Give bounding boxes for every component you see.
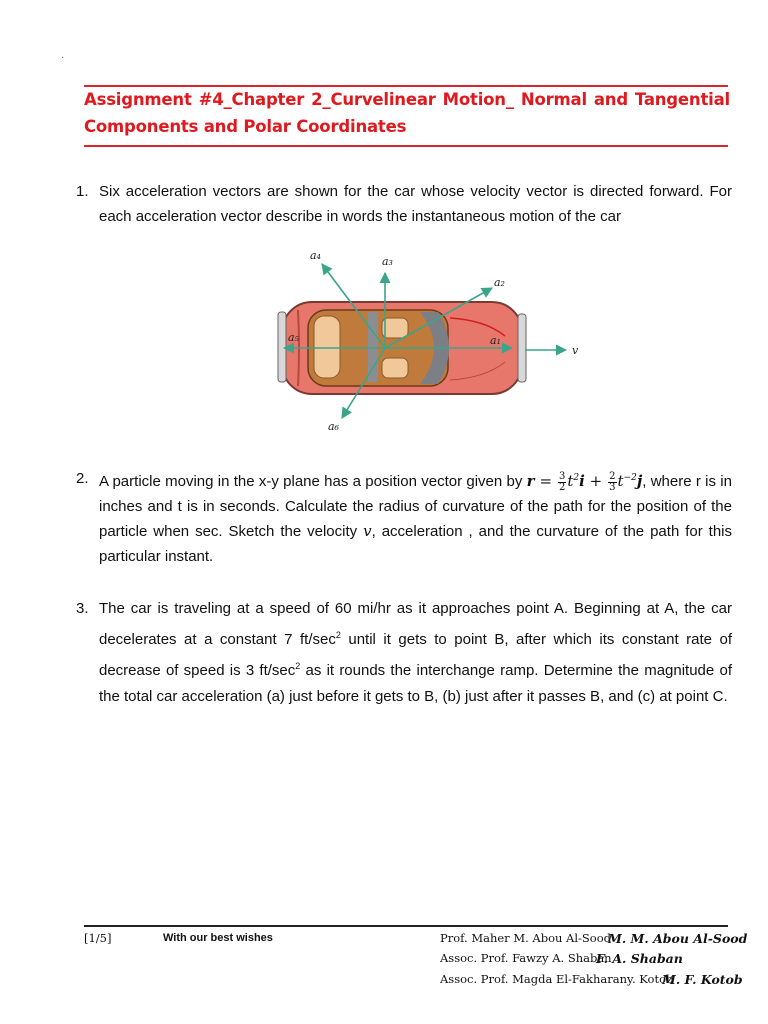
question-text-part: as it rounds the interchange ramp. Determine the magnitude of the total car acceleration (a) just before it gets to B, (b) just after it passes B, and (c) at point C. [99,662,732,705]
car-acceleration-figure [270,240,600,440]
author-name: Assoc. Prof. Fawzy A. Shaban [440,951,612,965]
fraction-denominator: 2 [558,481,566,493]
question-1 [76,179,732,229]
author-signature: M. F. Kotob [662,972,743,987]
fraction-numerator: 2 [609,470,616,482]
label-a2: a₂ [494,276,505,289]
question-text [99,596,732,710]
assignment-title: Assignment #4_Chapter 2_Curvelinear Motion_ Normal and Tangential Components and Polar Coordinates [84,90,730,136]
author-signature: F. A. Shaban [596,951,683,966]
label-v: v [572,344,579,357]
footer-rule [84,925,728,927]
question-2 [76,466,732,569]
math-symbol: = [539,472,553,490]
label-a4: a₄ [310,249,321,262]
author-name: Prof. Maher M. Abou Al-Sood [440,931,612,945]
title-bottom-rule [84,145,728,147]
author-name: Assoc. Prof. Magda El-Fakharany. Kotob [440,972,674,986]
fraction [608,472,616,493]
position-vector-equation [526,470,643,493]
question-text-part: The car is traveling at a speed of 60 mi/hr as it approaches point A. Beginning at A, the car decelerates at a constant 7 ft/sec [99,600,732,648]
math-symbol: i [579,472,585,490]
fraction [558,472,566,493]
author-signature: M. M. Abou Al-Sood [608,931,748,946]
superscript: 2 [335,630,341,640]
math-symbol: v [363,522,372,540]
math-symbol: r [526,472,535,490]
question-text-part: A particle moving in the x-y plane has a position vector given by [99,473,523,490]
question-text [99,466,732,569]
question-text-part: until it gets to point B, after which its constant rate of decrease of speed is 3 ft/sec [99,631,732,679]
question-number: 3. [76,600,89,617]
footer-wishes: With our best wishes [163,932,273,944]
math-symbol: t [567,472,574,490]
stray-mark: · [61,52,65,63]
question-number: 2. [76,470,89,487]
math-symbol: j [636,472,643,490]
math-symbol: t [617,472,624,490]
question-text-part: , where r is in inches and t is in seconds. Calculate the radius of curvature of the path for the position of the particle when sec. Sketch the velocity [99,473,732,540]
label-a6: a₆ [328,420,339,433]
math-symbol: + [589,472,603,490]
page-number: [1/5] [84,931,112,945]
question-number: 1. [76,183,89,200]
question-text-part: , acceleration , and the curvature of the path for this particular instant. [99,523,733,565]
label-a3: a₃ [382,255,393,268]
fraction-denominator: 3 [609,481,616,493]
superscript: 2 [295,661,301,671]
label-a1: a₁ [490,334,501,347]
math-exponent: 2 [573,473,580,483]
math-exponent: −2 [623,473,637,483]
question-3 [76,596,732,710]
question-text: Six acceleration vectors are shown for the car whose velocity vector is directed forward. For each acceleration vector describe in words the instantaneous motion of the car [99,183,732,225]
label-a5: a₅ [288,331,299,344]
fraction-numerator: 3 [558,470,566,482]
